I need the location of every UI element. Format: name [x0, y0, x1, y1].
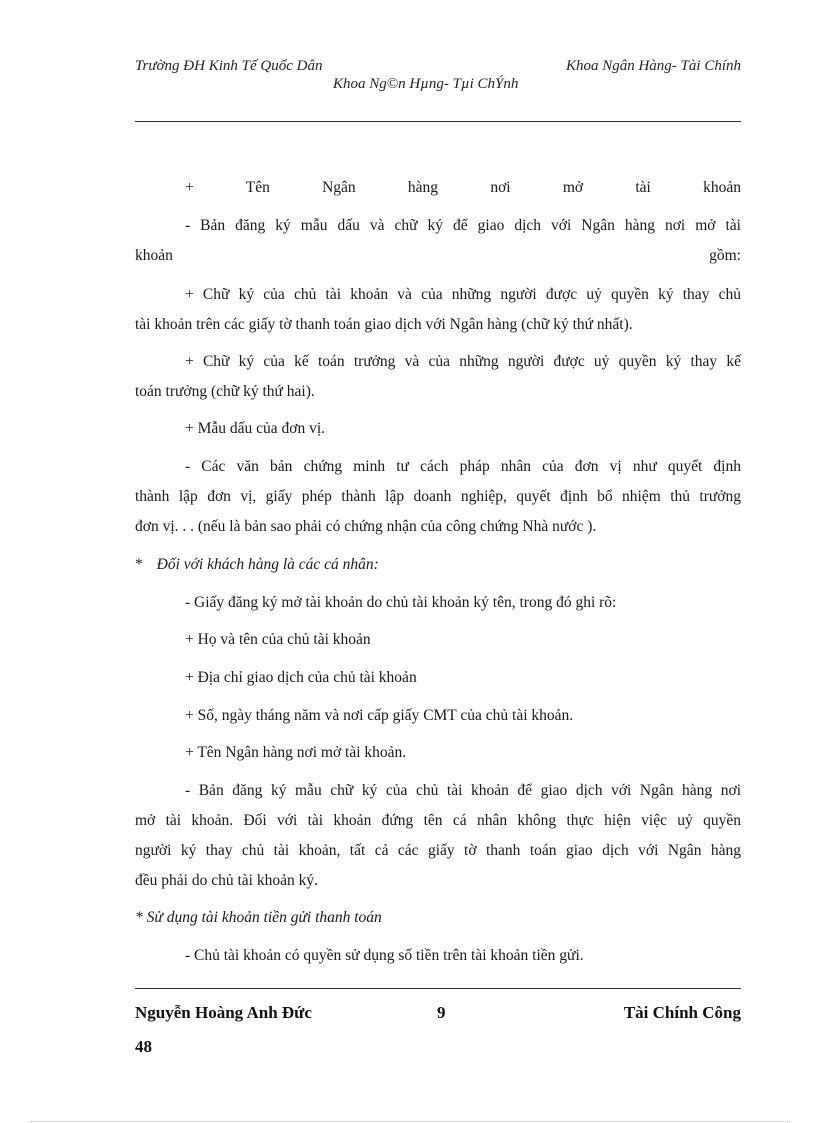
text-line: + Địa chỉ giao dịch của chủ tài khoản [185, 669, 417, 686]
text-line: - Chủ tài khoản có quyền sử dụng số tiền trên tài khoản tiền gửi. [185, 947, 584, 964]
text-line: mở tài khoản. Đối với tài khoản đứng tên cá nhân không thực hiện việc uỷ quyền [135, 812, 741, 829]
text-line: + Số, ngày tháng năm và nơi cấp giấy CMT của chủ tài khoản. [185, 707, 574, 724]
text-line: toán trưởng (chữ ký thứ hai). [135, 383, 315, 400]
footer-class-name: Tài Chính Công [623, 1003, 741, 1022]
text-line: + Chữ ký của chủ tài khoản và của những người được uỷ quyền ký thay chủ [185, 286, 741, 303]
text-line: - Bản đăng ký mẫu dấu và chữ ký để giao dịch với Ngân hàng nơi mở tài [185, 217, 741, 234]
text-line: - Giấy đăng ký mở tài khoản do chủ tài khoản ký tên, trong đó ghi rõ: [185, 594, 617, 611]
footer-class-number: 48 [135, 1037, 152, 1056]
text-line: - Các văn bản chứng minh tư cách pháp nhân của đơn vị như quyết định [185, 458, 741, 475]
bullet-star: * [135, 556, 143, 573]
text-line: + Mẫu dấu của đơn vị. [185, 420, 326, 437]
footer-rule [135, 988, 741, 989]
text-line: thành lập đơn vị, giấy phép thành lập doanh nghiệp, quyết định bổ nhiệm thủ trưởng [135, 488, 741, 505]
text-line: + Tên Ngân hàng nơi mở tài khoản [185, 179, 741, 196]
header-rule [135, 121, 741, 122]
text-line: đều phải do chủ tài khoản ký. [135, 872, 318, 889]
header-faculty: Khoa Ngân Hàng- Tài Chính [565, 58, 741, 74]
text-line: đơn vị. . . (nếu là bản sao phải có chứng nhận của công chứng Nhà nước ). [135, 518, 597, 535]
section-heading-text: Đối với khách hàng là các cá nhân: [156, 556, 379, 573]
text-line: khoản gồm: [135, 247, 741, 264]
text-line: + Tên Ngân hàng nơi mở tài khoản. [185, 744, 407, 761]
text-line: người ký thay chủ tài khoản, tất cả các giấy tờ thanh toán giao dịch với Ngân hàng [135, 842, 741, 859]
header-school: Trường ĐH Kinh Tế Quốc Dân [135, 58, 323, 74]
text-line: tài khoản trên các giấy tờ thanh toán giao dịch với Ngân hàng (chữ ký thứ nhất). [135, 316, 633, 333]
page-number: 9 [437, 1003, 446, 1022]
section-heading-individuals [135, 555, 741, 575]
text-line: + Họ và tên của chủ tài khoản [185, 631, 371, 648]
section-heading-usage: * Sử dụng tài khoản tiền gửi thanh toán [135, 909, 382, 926]
text-line: + Chữ ký của kế toán trưởng và của những người được uỷ quyền ký thay kế [185, 353, 741, 370]
page-edge-divider [30, 1121, 790, 1122]
footer-author: Nguyễn Hoàng Anh Đức [135, 1003, 312, 1022]
text-line: - Bản đăng ký mẫu chữ ký của chủ tài khoản để giao dịch với Ngân hàng nơi [185, 782, 741, 799]
header-faculty-garbled: Khoa Ng©n Hµng- Tµi ChÝnh [333, 76, 519, 92]
